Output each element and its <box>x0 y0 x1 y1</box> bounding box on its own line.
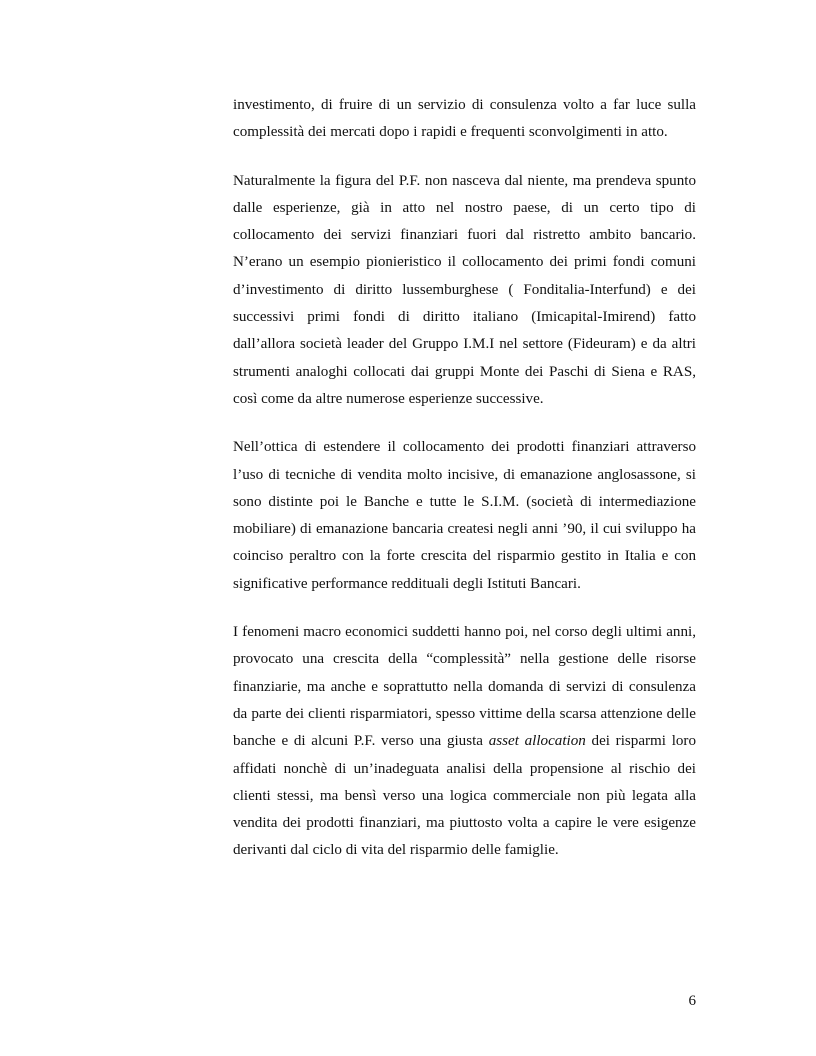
paragraph-4-part-2: dei risparmi loro affidati nonchè di un’inadeguata analisi della propensione al rischio dei clienti stessi, ma bensì verso una logica commerciale non più legata alla vendita dei prodotti finanziari, ma piuttosto volta a capire le vere esigenze derivanti dal ciclo di vita del risparmio delle famiglie. <box>233 733 697 859</box>
paragraph-4 <box>233 619 696 865</box>
paragraph-4-part-1: I fenomeni macro economici suddetti hanno poi, nel corso degli ultimi anni, provocato una crescita della “complessità” nella gestione delle risorse finanziarie, ma anche e soprattutto nella domanda di servizi di consulenza da parte dei clienti risparmiatori, spesso vittime della scarsa attenzione delle banche e di alcuni P.F. verso una giusta <box>233 624 696 750</box>
paragraph-2: Naturalmente la figura del P.F. non nasceva dal niente, ma prendeva spunto dalle esperienze, già in atto nel nostro paese, di un certo tipo di collocamento dei servizi finanziari fuori dal ristretto ambito bancario. N’erano un esempio pionieristico il collocamento dei primi fondi comuni d’investimento di diritto lussemburghese ( Fonditalia-Interfund) e dei successivi primi fondi di diritto italiano (Imicapital-Imirend) fatto dall’allora società leader del Gruppo I.M.I nel settore (Fideuram) e da altri strumenti analoghi collocati dai gruppi Monte dei Paschi di Siena e RAS, così come da altre numerose esperienze successive. <box>233 172 696 407</box>
paragraph-4-italic-term: asset allocation <box>488 733 586 750</box>
document-page-body <box>233 92 696 886</box>
page-number: 6 <box>688 993 696 1009</box>
paragraph-3: Nell’ottica di estendere il collocamento dei prodotti finanziari attraverso l’uso di tecniche di vendita molto incisive, di emanazione anglosassone, si sono distinte poi le Banche e tutte le S.I.M. (società di intermediazione mobiliare) di emanazione bancaria createsi negli anni ’90, il cui sviluppo ha coinciso peraltro con la forte crescita del risparmio gestito in Italia e con significative performance reddituali degli Istituti Bancari. <box>233 439 696 592</box>
paragraph-1: investimento, di fruire di un servizio di consulenza volto a far luce sulla complessità dei mercati dopo i rapidi e frequenti sconvolgimenti in atto. <box>233 97 696 141</box>
